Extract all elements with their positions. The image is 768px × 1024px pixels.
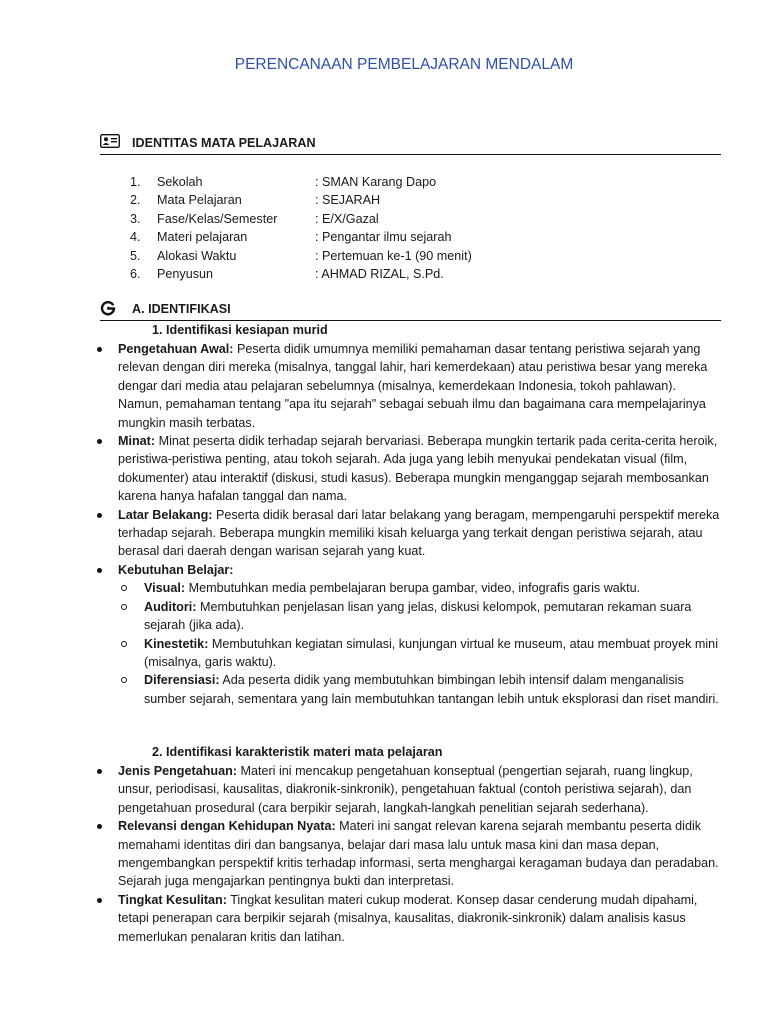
identitas-heading: [100, 134, 721, 156]
item-label: Kebutuhan Belajar:: [118, 562, 234, 577]
item-label: Diferensiasi:: [144, 673, 220, 688]
list-item: [118, 432, 722, 506]
list-item: [118, 891, 722, 946]
item-value: : E/X/Gazal: [315, 211, 379, 226]
identitas-heading-text: IDENTITAS MATA PELAJARAN: [132, 136, 316, 150]
item-number: 5.: [130, 248, 141, 263]
item-label: Pengetahuan Awal:: [118, 342, 234, 356]
sub-list-item: [144, 579, 722, 597]
item-text: Materi ini mencakup pengetahuan konseptual (pengertian sejarah, ruang lingkup, unsur, periodisasi, kausalitas, diakronik-sinkronik), pengetahuan faktual (contoh peristiwa sejarah), dan pengetahuan prosedural (cara berpikir sejarah, langkah-langkah penelitian sejarah sederhana).: [118, 764, 693, 815]
list-item: [118, 817, 722, 891]
item-label: Minat:: [118, 434, 156, 449]
kesiapan-murid-list: [118, 340, 722, 708]
item-text: Membutuhkan kegiatan simulasi, kunjungan virtual ke museum, atau membuat proyek mini (misalnya, garis waktu).: [144, 636, 718, 669]
item-label: Visual:: [144, 581, 186, 596]
sub-list-item: [144, 635, 722, 672]
item-label: Jenis Pengetahuan:: [118, 764, 237, 778]
item-label: Mata Pelajaran: [157, 193, 242, 208]
item-text: Ada peserta didik yang membutuhkan bimbingan lebih intensif dalam menganalisis sumber sejarah, sementara yang lain membutuhkan tantangan lebih untuk eksplorasi dan riset mandiri.: [144, 673, 719, 706]
item-value: : AHMAD RIZAL, S.Pd.: [315, 266, 444, 281]
item-label: Alokasi Waktu: [157, 248, 237, 263]
item-text: Membutuhkan penjelasan lisan yang jelas, diskusi kelompok, pemutaran rekaman suara sejarah (jika ada).: [144, 599, 692, 633]
sub-list-item: [144, 671, 722, 708]
list-item: [118, 561, 722, 708]
item-text: Peserta didik berasal dari latar belakang yang beragam, mempengaruhi perspektif mereka terhadap sejarah. Beberapa mungkin memiliki kisah keluarga yang terkait dengan peristiwa sejarah, atau berasal dari daerah dengan warisan sejarah yang kuat.: [118, 507, 720, 559]
document-title: PERENCANAAN PEMBELAJARAN MENDALAM: [234, 56, 574, 73]
item-label: Latar Belakang:: [118, 507, 213, 522]
item-label: Auditori:: [144, 599, 197, 614]
item-text: Tingkat kesulitan materi cukup moderat. Konsep dasar cenderung mudah dipahami, tetapi penerapan cara berpikir sejarah (misalnya, kausalitas, diakronik-sinkronik) dalam analisis kasus memerlukan penalaran kritis dan latihan.: [118, 892, 698, 944]
id-card-icon: [100, 134, 120, 153]
item-text: Membutuhkan media pembelajaran berupa gambar, video, infografis garis waktu.: [185, 581, 641, 596]
subheading-karakteristik-materi: 2. Identifikasi karakteristik materi mata pelajaran: [152, 745, 443, 759]
list-item: [118, 762, 722, 817]
item-label: Kinestetik:: [144, 636, 209, 651]
item-label: Relevansi dengan Kehidupan Nyata:: [118, 819, 336, 834]
list-item: [118, 340, 722, 432]
item-text: Materi ini sangat relevan karena sejarah membantu peserta didik memahami identitas diri dan bangsanya, belajar dari masa lalu untuk masa kini dan masa depan, mengembangkan perspektif kritis terhadap informasi, serta menghargai keragaman budaya dan peradaban. Sejarah juga mengajarkan pentingnya bukti dan interpretasi.: [118, 819, 719, 889]
item-number: 6.: [130, 266, 141, 281]
item-number: 3.: [130, 211, 141, 226]
list-item: [118, 506, 722, 561]
item-text: Peserta didik umumnya memiliki pemahaman dasar tentang peristiwa sejarah yang relevan dengan diri mereka (misalnya, tanggal lahir, hari kemerdekaan) atau peristiwa besar yang mereka dengar dari media atau pelajaran sebelumnya (misalnya, kemerdekaan Indonesia, tokoh pahlawan). Namun, pemahaman tentang "apa itu sejarah" sebagai sebuah ilmu dan bagaimana cara mempelajarinya mungkin masih terbatas.: [118, 342, 708, 430]
item-label: Fase/Kelas/Semester: [157, 211, 278, 226]
identifikasi-heading: [100, 300, 721, 322]
item-label: Penyusun: [157, 266, 214, 281]
item-value: : Pertemuan ke-1 (90 menit): [315, 248, 472, 263]
heading-rule: [100, 154, 721, 155]
identifikasi-heading-text: A. IDENTIFIKASI: [132, 302, 231, 316]
subheading-kesiapan-murid: 1. Identifikasi kesiapan murid: [152, 323, 328, 337]
g-logo-icon: [100, 300, 116, 321]
karakteristik-materi-list: [118, 762, 722, 946]
item-value: : SEJARAH: [315, 193, 381, 208]
item-label: Tingkat Kesulitan:: [118, 892, 227, 907]
item-number: 4.: [130, 230, 141, 245]
item-text: Minat peserta didik terhadap sejarah bervariasi. Beberapa mungkin tertarik pada cerita-cerita heroik, peristiwa-peristiwa penting, atau tokoh sejarah. Ada juga yang lebih menyukai pendekatan visual (film, dokumenter) atau interaktif (diskusi, studi kasus). Beberapa mungkin menganggap sejarah membosankan karena hanya hafalan tanggal dan nama.: [118, 434, 718, 504]
sub-list: [118, 579, 722, 708]
item-label: Materi pelajaran: [157, 230, 248, 245]
item-label: Sekolah: [157, 175, 203, 189]
item-number: 1.: [130, 175, 141, 189]
item-value: : Pengantar ilmu sejarah: [315, 230, 452, 245]
item-number: 2.: [130, 193, 141, 208]
item-value: : SMAN Karang Dapo: [315, 175, 437, 189]
sub-list-item: [144, 598, 722, 635]
